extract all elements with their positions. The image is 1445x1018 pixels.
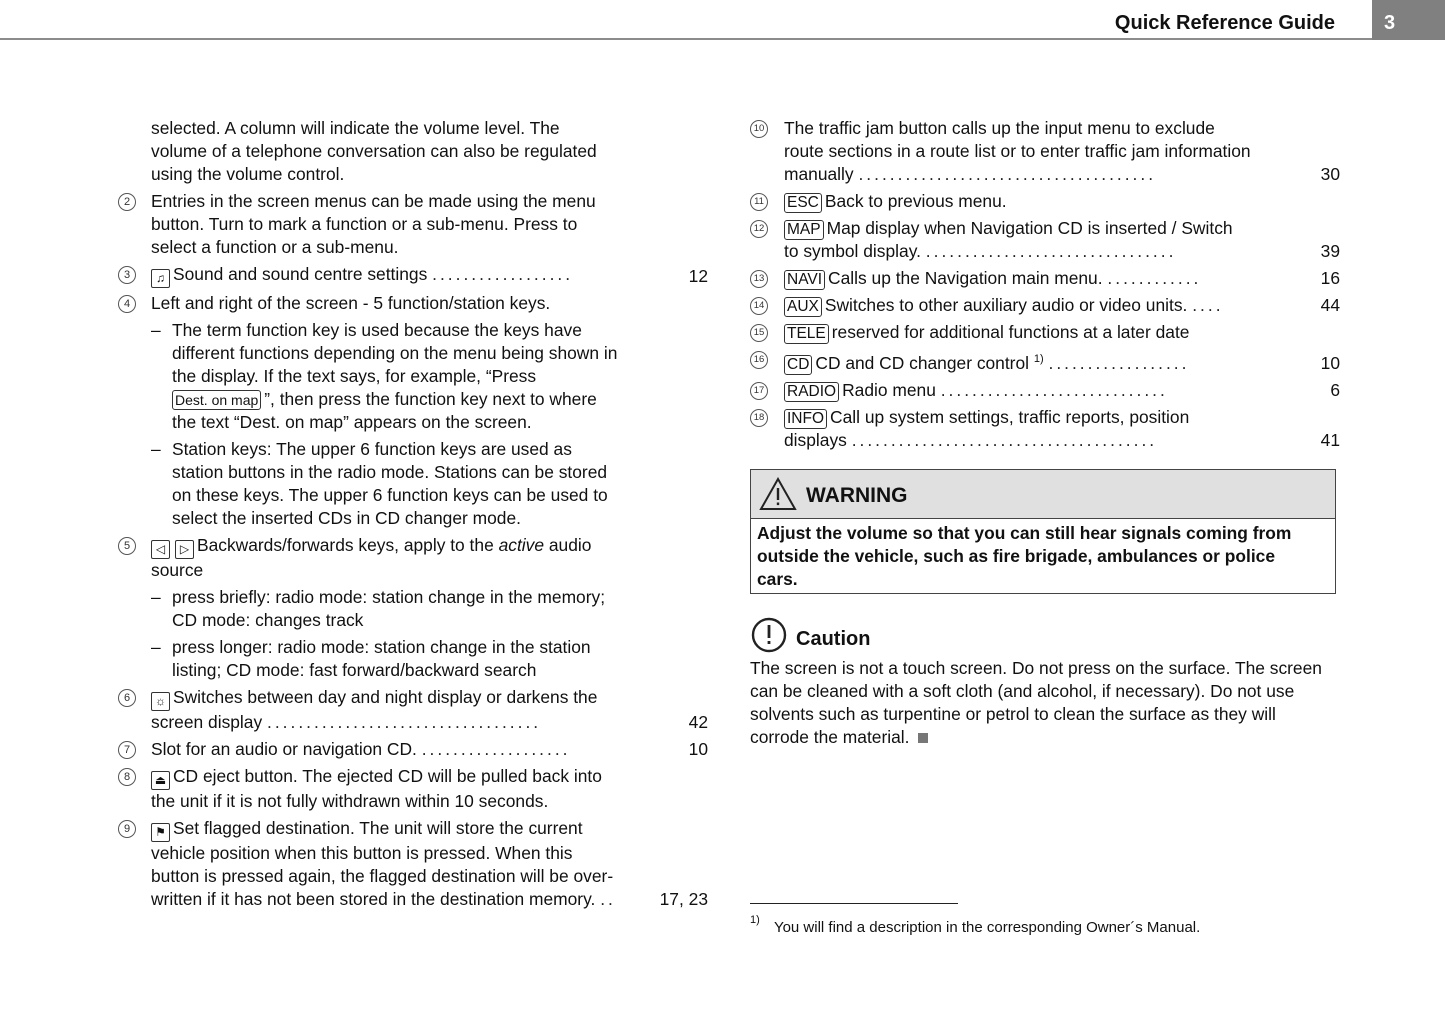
list-item-17: 17 RADIO Radio menu ............................. 6 <box>750 379 1340 402</box>
leader-dots: .................. <box>432 264 574 284</box>
item-number: 13 <box>750 270 768 288</box>
forward-arrow-icon: ▷ <box>175 540 194 559</box>
esc-key: ESC <box>784 193 822 213</box>
item-number: 12 <box>750 220 768 238</box>
page-number-tab <box>1372 0 1445 40</box>
dash-bullet: – <box>151 587 161 607</box>
list-item-13: 13 NAVI Calls up the Navigation main menu. ............ 16 <box>750 267 1340 290</box>
page-reference: 30 <box>1320 164 1340 184</box>
leader-dots: ................... <box>421 739 571 759</box>
item-number: 14 <box>750 297 768 315</box>
item-number: 10 <box>750 120 768 138</box>
list-item-15: 15 TELE reserved for additional functions at a later date <box>750 321 1340 344</box>
leader-dots: ................................... <box>267 712 542 732</box>
page-reference: 42 <box>688 712 708 732</box>
caution-section <box>750 617 1340 749</box>
page-reference: 10 <box>688 739 708 759</box>
list-item-2: 2 Entries in the screen menus can be made using the menu button. Turn to mark a function or a sub-menu. Press to select a function or a sub-menu. <box>118 190 708 259</box>
list-item-9: 9 ⚑ Set flagged destination. The unit will store the current vehicle position when this button is pressed. When this button is pressed again, the flagged destination will be over- written if it has not been stored in the destination memory. .. 17, 23 <box>118 817 708 911</box>
list-item-7: 7 Slot for an audio or navigation CD. ................... 10 <box>118 738 708 761</box>
footnote-ref: 1) <box>1033 353 1044 365</box>
leader-dots: ................................ <box>925 241 1177 261</box>
item-number: 3 <box>118 266 136 284</box>
flag-icon: ⚑ <box>151 823 170 842</box>
item-number: 15 <box>750 324 768 342</box>
intro-paragraph: selected. A column will indicate the volume level. The volume of a telephone conversation can also be regulated using the volume control. <box>151 118 597 184</box>
navi-key: NAVI <box>784 270 825 290</box>
eject-icon: ⏏ <box>151 771 170 790</box>
dest-on-map-key: Dest. on map <box>172 390 261 410</box>
list-item-4: 4 Left and right of the screen - 5 function/station keys. <box>118 292 708 315</box>
caution-title: Caution <box>796 628 871 650</box>
music-note-icon: ♫ <box>151 269 170 288</box>
page-reference: 10 <box>1320 352 1340 373</box>
list-item-18: 18 INFO Call up system settings, traffic reports, position displays ....................................... 41 <box>750 406 1340 452</box>
list-item-5: 5 ◁ ▷ Backwards/forwards keys, apply to the active audio source <box>118 534 708 582</box>
list-item-12: 12 MAP Map display when Navigation CD is inserted / Switch to symbol display. ................................ 39 <box>750 217 1340 263</box>
item-number: 17 <box>750 382 768 400</box>
list-item-11: 11 ESC Back to previous menu. <box>750 190 1340 213</box>
end-of-section-mark <box>918 733 928 743</box>
warning-header <box>751 470 1335 519</box>
dash-bullet: – <box>151 637 161 657</box>
dash-bullet: – <box>151 439 161 459</box>
caution-header <box>750 617 1340 657</box>
sub-item-station-keys: – Station keys: The upper 6 function keys are used as station buttons in the radio mode. Stations can be stored on these keys. The upper 6 function keys can be used to select the inserted CDs in CD changer mode. <box>151 439 608 528</box>
leader-dots: ....................................... <box>851 429 1158 450</box>
right-column <box>750 117 1340 456</box>
info-key: INFO <box>784 409 827 429</box>
dash-bullet: – <box>151 320 161 340</box>
page-reference: 17, 23 <box>659 889 708 909</box>
leader-dots: .... <box>1192 295 1224 315</box>
caution-exclamation-icon <box>751 617 787 653</box>
sub-item-press-longer: – press longer: radio mode: station change in the station listing; CD mode: fast forward/backward search <box>151 637 591 680</box>
map-key: MAP <box>784 220 824 240</box>
warning-box <box>750 469 1336 594</box>
footnote-text: You will find a description in the corresponding Owner´s Manual. <box>773 919 1201 936</box>
cd-key: CD <box>784 355 812 375</box>
page-reference: 6 <box>1330 379 1340 400</box>
leader-dots: ............ <box>1107 268 1202 288</box>
item-number: 2 <box>118 193 136 211</box>
item-number: 11 <box>750 193 768 211</box>
page-reference: 41 <box>1320 429 1340 450</box>
item-number: 16 <box>750 351 768 369</box>
list-item-14: 14 AUX Switches to other auxiliary audio or video units. .... 44 <box>750 294 1340 317</box>
back-arrow-icon: ◁ <box>151 540 170 559</box>
item-number: 6 <box>118 689 136 707</box>
header-rule <box>0 38 1445 40</box>
item-number: 8 <box>118 768 136 786</box>
footnote-mark: 1) <box>750 914 760 926</box>
day-night-icon: ☼ <box>151 692 170 711</box>
radio-key: RADIO <box>784 382 839 402</box>
footnote <box>750 914 1201 936</box>
page-number: 3 <box>1384 12 1396 34</box>
footnote-rule <box>750 903 958 904</box>
item-number: 5 <box>118 537 136 555</box>
item-number: 7 <box>118 741 136 759</box>
leader-dots: .................. <box>1048 352 1190 373</box>
leader-dots: .. <box>600 889 616 909</box>
page-header <box>0 0 1445 40</box>
warning-text: Adjust the volume so that you can still hear signals coming from outside the vehicle, such as fire brigade, ambulances or police cars. <box>757 523 1292 589</box>
sub-item-function-key: – The term function key is used because the keys have different functions depending on the menu being shown in the display. If the text says, for example, “Press Dest. on map ”, then press the function key next to where the text “Dest. on map” appears on the screen. <box>151 320 618 432</box>
item-number: 18 <box>750 409 768 427</box>
aux-key: AUX <box>784 297 822 317</box>
page-reference: 44 <box>1320 295 1340 315</box>
left-column <box>118 117 708 915</box>
list-item-8: 8 ⏏ CD eject button. The ejected CD will be pulled back into the unit if it is not fully withdrawn within 10 seconds. <box>118 765 708 813</box>
list-item-16: 16 CD CD and CD changer control $^{1)}$ .................. 10 <box>750 348 1340 375</box>
item-number: 9 <box>118 820 136 838</box>
caution-text: The screen is not a touch screen. Do not press on the surface. The screen can be cleaned with a soft cloth (and alcohol, if necessary). Do not use solvents such as turpentine or petrol to clean the surface as they will corrode the material. <box>750 658 1322 747</box>
list-item-3: 3 ♫ Sound and sound centre settings .................. 12 <box>118 263 708 288</box>
list-item-6: 6 ☼ Switches between day and night display or darkens the screen display ................................... 42 <box>118 686 708 734</box>
page-reference: 39 <box>1320 241 1340 261</box>
list-item-10: 10 The traffic jam button calls up the input menu to exclude route sections in a route list or to enter traffic jam information manually ...................................... 30 <box>750 117 1340 186</box>
item-number: 4 <box>118 295 136 313</box>
page-reference: 16 <box>1320 268 1340 288</box>
warning-title: WARNING <box>806 484 908 507</box>
sub-item-press-briefly: – press briefly: radio mode: station change in the memory; CD mode: changes track <box>151 587 606 630</box>
leader-dots: ...................................... <box>858 164 1157 184</box>
warning-triangle-icon <box>759 477 797 511</box>
header-title: Quick Reference Guide <box>1114 12 1335 34</box>
page-reference: 12 <box>688 266 708 286</box>
leader-dots: ............................. <box>940 379 1168 400</box>
tele-key: TELE <box>784 324 829 344</box>
